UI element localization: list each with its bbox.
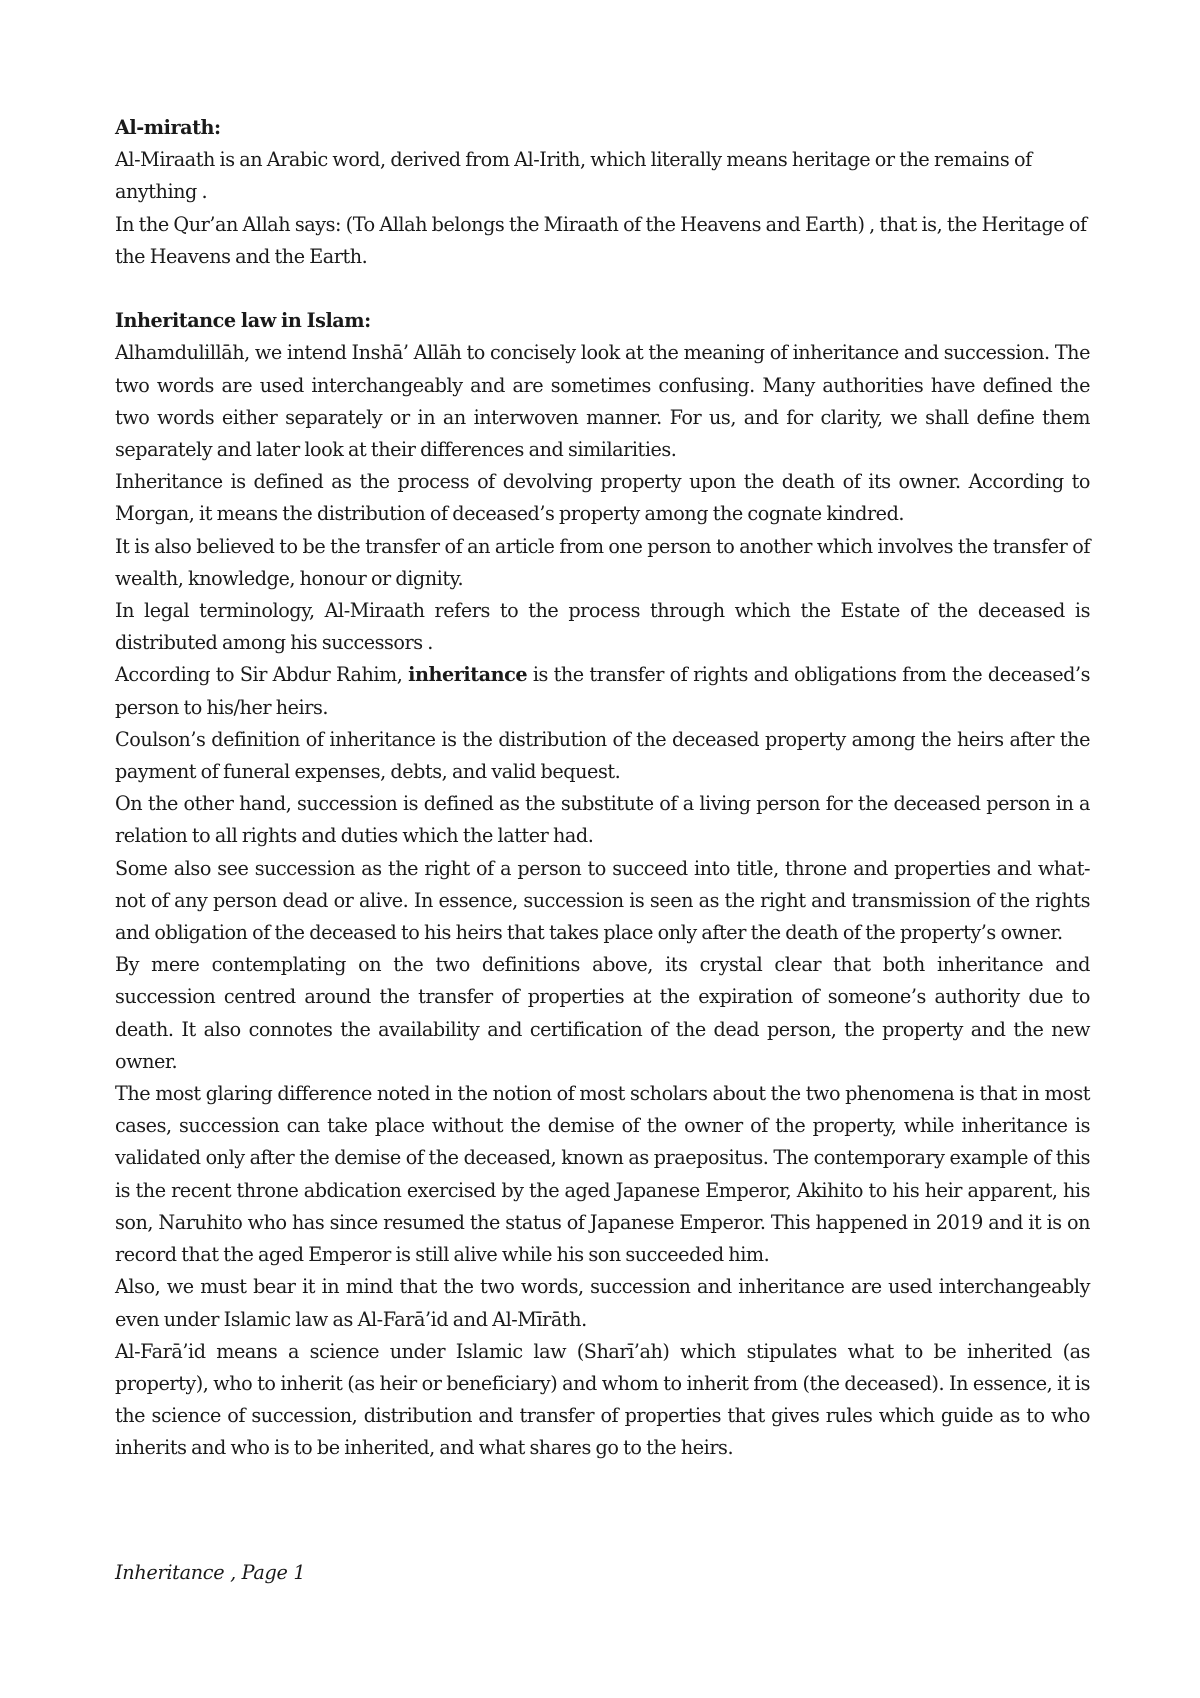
paragraph: Some also see succession as the right of a person to succeed into title, throne and properties and what-not of any person dead or alive. In essence, succession is seen as the right and transmission of the rights and obligation of the deceased to his heirs that takes place only after the death of the property’s owner. bbox=[115, 856, 1090, 945]
section-heading-al-mirath: Al-mirath: bbox=[115, 116, 221, 139]
text-run: is the transfer of rights and obligations from the deceased’s person to his/her heirs. bbox=[115, 663, 1090, 719]
paragraph: On the other hand, succession is defined as the substitute of a living person for the deceased person in a relation to all rights and duties which the latter had. bbox=[115, 792, 1090, 848]
paragraph: In legal terminology, Al-Miraath refers to the process through which the Estate of the deceased is distributed among his successors . bbox=[115, 599, 1090, 655]
paragraph: Inheritance is defined as the process of devolving property upon the death of its owner. According to Morgan, it means the distribution of deceased’s property among the cognate kindred. bbox=[115, 470, 1090, 526]
paragraph-gap bbox=[115, 273, 1090, 305]
paragraph: Alhamdulillāh, we intend Inshā’ Allāh to concisely look at the meaning of inheritance and succession. The two words are used interchangeably and are sometimes confusing. Many authorities have defined the two words either separately or in an interwoven manner. For us, and for clarity, we shall define them separately and later look at their differences and similarities. bbox=[115, 341, 1090, 462]
paragraph: Also, we must bear it in mind that the two words, succession and inheritance are used interchangeably even under Islamic law as Al-Farā’id and Al-Mīrāth. bbox=[115, 1275, 1090, 1331]
paragraph: By mere contemplating on the two definitions above, its crystal clear that both inheritance and succession centred around the transfer of properties at the expiration of someone’s authority due to death. It also connotes the availability and certification of the dead person, the property and the new owner. bbox=[115, 953, 1090, 1073]
paragraph: In the Qur’an Allah says: (To Allah belongs the Miraath of the Heavens and Earth) , that is, the Heritage of the Heavens and the Earth. bbox=[115, 212, 1087, 268]
paragraph: Coulson’s definition of inheritance is the distribution of the deceased property among the heirs after the payment of funeral expenses, debts, and valid bequest. bbox=[115, 727, 1090, 784]
paragraph: Al-Farā’id means a science under Islamic law (Sharī’ah) which stipulates what to be inherited (as property), who to inherit (as heir or beneficiary) and whom to inherit from (the deceased). In essence, it is the science of succession, distribution and transfer of properties that gives rules which guide as to who inherits and who is to be inherited, and what shares go to the heirs. bbox=[115, 1339, 1090, 1460]
paragraph: It is also believed to be the transfer of an article from one person to another which involves the transfer of wealth, knowledge, honour or dignity. bbox=[115, 534, 1090, 590]
bold-term-inheritance: inheritance bbox=[408, 663, 528, 687]
document-body bbox=[115, 112, 1090, 1465]
text-run: According to Sir Abdur Rahim, bbox=[115, 663, 409, 687]
page-footer: Inheritance , Page 1 bbox=[115, 1561, 306, 1584]
paragraph-abdur-rahim bbox=[115, 659, 1090, 723]
section-heading-inheritance-law: Inheritance law in Islam: bbox=[115, 309, 371, 333]
paragraph: The most glaring difference noted in the notion of most scholars about the two phenomena is that in most cases, succession can take place without the demise of the owner of the property, while inheritance is validated only after the demise of the deceased, known as praepositus. The contemporary example of this is the recent throne abdication exercised by the aged Japanese Emperor, Akihito to his heir apparent, his son, Naruhito who has since resumed the status of Japanese Emperor. This happened in 2019 and it is on record that the aged Emperor is still alive while his son succeeded him. bbox=[115, 1082, 1090, 1267]
paragraph: Al-Miraath is an Arabic word, derived from Al-Irith, which literally means heritage or the remains of anything . bbox=[115, 148, 1032, 204]
